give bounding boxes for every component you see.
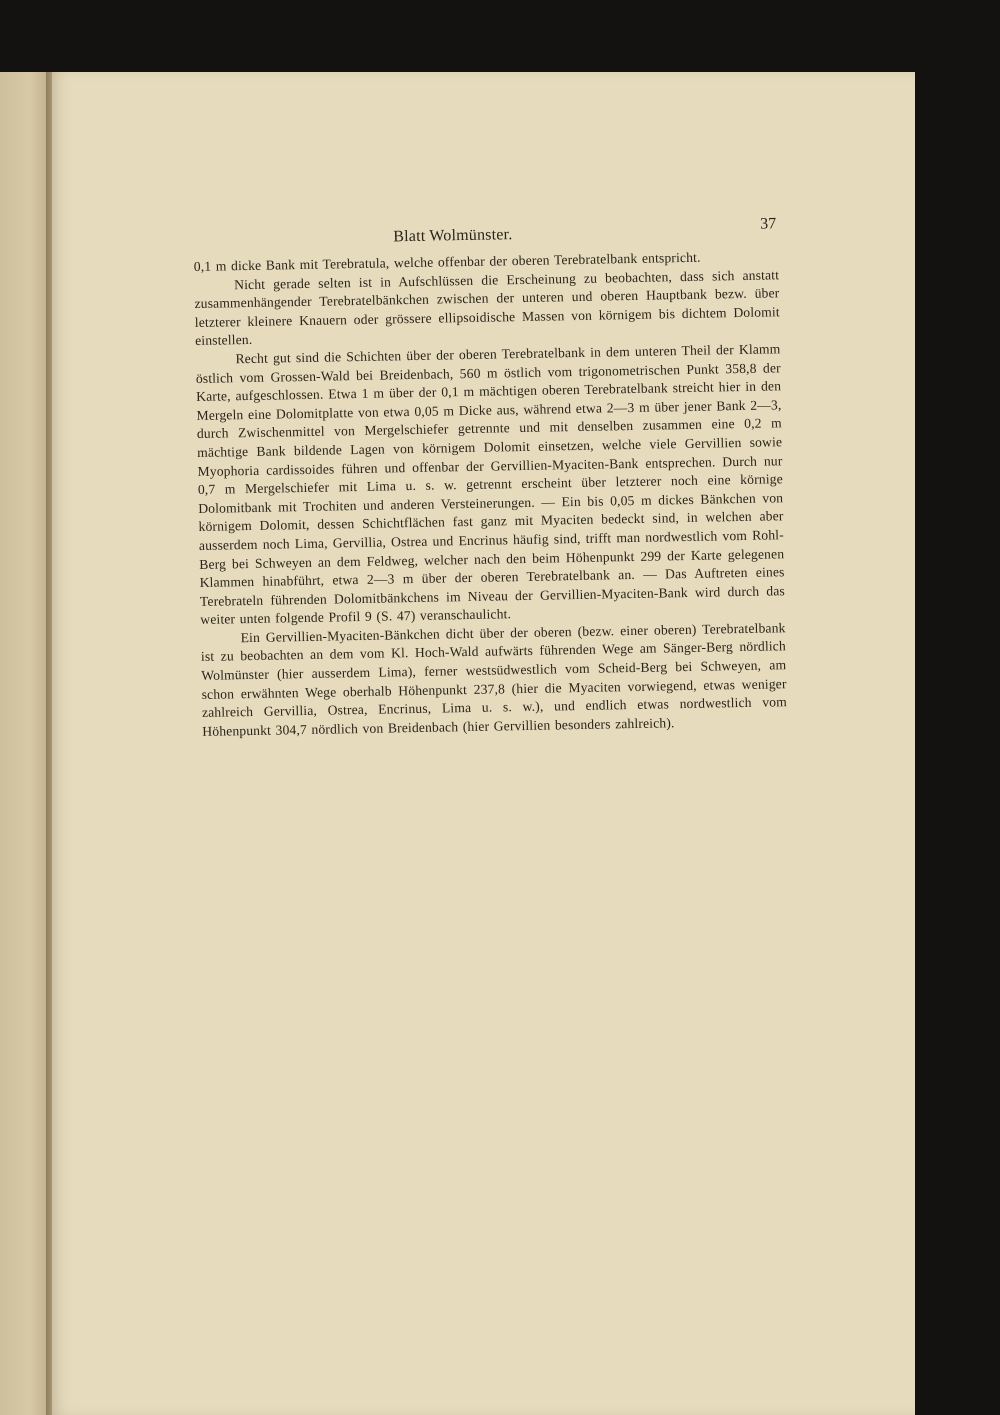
book-page <box>50 72 915 1415</box>
paragraph-1: 0,1 m dicke Bank mit Terebratula, welche offenbar der oberen Terebratelbank entspricht. <box>193 249 701 274</box>
body-text <box>194 247 788 741</box>
running-title: Blatt Wolmünster. <box>393 226 513 246</box>
page-content <box>193 211 787 741</box>
paragraph-3: Recht gut sind die Schichten über der oberen Terebratelbank in dem unteren Theil der Klamm östlich vom Grossen-Wald bei Breidenbach, 560 m östlich vom trigonometrischen Punkt 358,8 der Karte, aufgeschlossen. Etwa 1 m über der 0,1 m mächtigen oberen Terebratelbank streicht hier in den Mergeln eine Dolomitplatte von etwa 0,05 m Dicke aus, während etwa 2—3 m über jener Bank 2—3, durch Zwischenmittel von Mergelschiefer getrennte und mit denselben zusammen eine 0,2 m mächtige Bank bildende Lagen von körnigem Dolomit einsetzen, welche viele Gervillien sowie Myophoria cardissoides führen und offenbar der Gervillien-Myaciten-Bank entsprechen. Durch nur 0,7 m Mergelschiefer mit Lima u. s. w. getrennt erscheint über letzterer noch eine körnige Dolomitbank mit Trochiten und anderen Versteinerungen. — Ein bis 0,05 m dickes Bänkchen von körnigem Dolomit, dessen Schichtflächen fast ganz mit Myaciten bedeckt sind, in welchen aber ausserdem noch Lima, Gervillia, Ostrea und Encrinus häufig sind, trifft man nordwestlich vom Rohl-Berg bei Schweyen an dem Feldweg, welcher nach den beim Höhenpunkt 299 der Karte gelegenen Klammen hinabführt, etwa 2—3 m über der oberen Terebratelbank an. — Das Auftreten eines Terebrateln führenden Dolomitbänkchens im Niveau der Gervillien-Myaciten-Bank wird durch das weiter unten folgende Profil 9 (S. 47) veranschaulicht. <box>195 341 785 628</box>
running-header <box>193 211 778 252</box>
previous-page-edge <box>0 72 50 1415</box>
paragraph-2: Nicht gerade selten ist in Aufschlüssen die Erscheinung zu beobachten, dass sich anstatt zusammenhängender Terebratelbänkchen zwischen der unteren und oberen Hauptbank bezw. über letzterer kleinere Knauern oder grössere ellipsoidische Massen von körnigem bis dichtem Dolomit einstellen. <box>194 266 780 349</box>
paragraph-4: Ein Gervillien-Myaciten-Bänkchen dicht über der oberen (bezw. einer oberen) Terebratelbank ist zu beobachten an dem vom Kl. Hoch-Wald aufwärts führenden Wege am Sänger-Berg nördlich Wolmünster (hier ausserdem Lima), ferner westsüdwestlich vom Scheid-Berg bei Schweyen, am schon erwähnten Wege oberhalb Höhenpunkt 237,8 (hier die Myaciten vorwiegend, etwas weniger zahlreich Gervillia, Ostrea, Encrinus, Lima u. s. w.), und endlich etwas nordwestlich vom Höhenpunkt 304,7 nördlich von Breidenbach (hier Gervillien besonders zahlreich). <box>200 620 788 739</box>
page-number: 37 <box>759 215 777 233</box>
book-gutter <box>46 72 52 1415</box>
